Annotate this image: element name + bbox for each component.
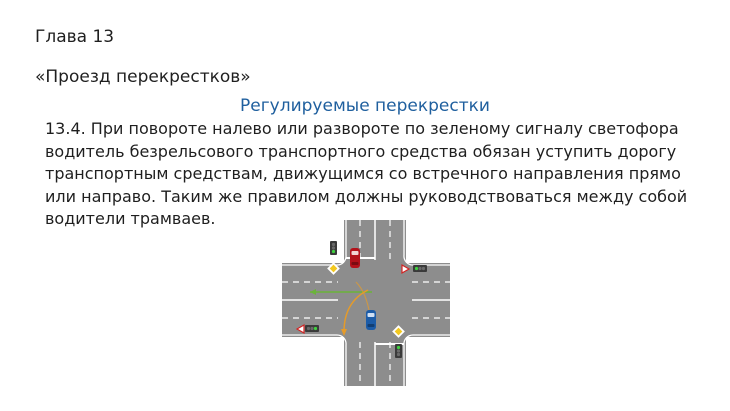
rule-number: 13.4.	[45, 119, 86, 138]
traffic-light-icon	[413, 265, 427, 272]
rule-paragraph	[45, 118, 715, 231]
chapter-title: Глава 13	[35, 27, 115, 47]
traffic-light-icon	[330, 241, 337, 255]
section-heading: Регулируемые перекрестки	[240, 96, 490, 116]
traffic-light-icon	[305, 325, 319, 332]
intersection-diagram	[282, 220, 450, 386]
rule-body: При повороте налево или развороте по зеленому сигналу светофора водитель безрельсового транспортного средства обязан уступить дорогу транспортным средствам, движущимся со встречного направления прямо или направо. Таким же правилом должны руководствоваться между собой водители трамваев.	[45, 119, 688, 228]
traffic-light-icon	[395, 344, 402, 358]
red-car-icon	[350, 248, 360, 268]
roads	[282, 220, 450, 386]
chapter-subtitle: «Проезд перекрестков»	[35, 67, 251, 87]
blue-car-icon	[366, 310, 376, 330]
